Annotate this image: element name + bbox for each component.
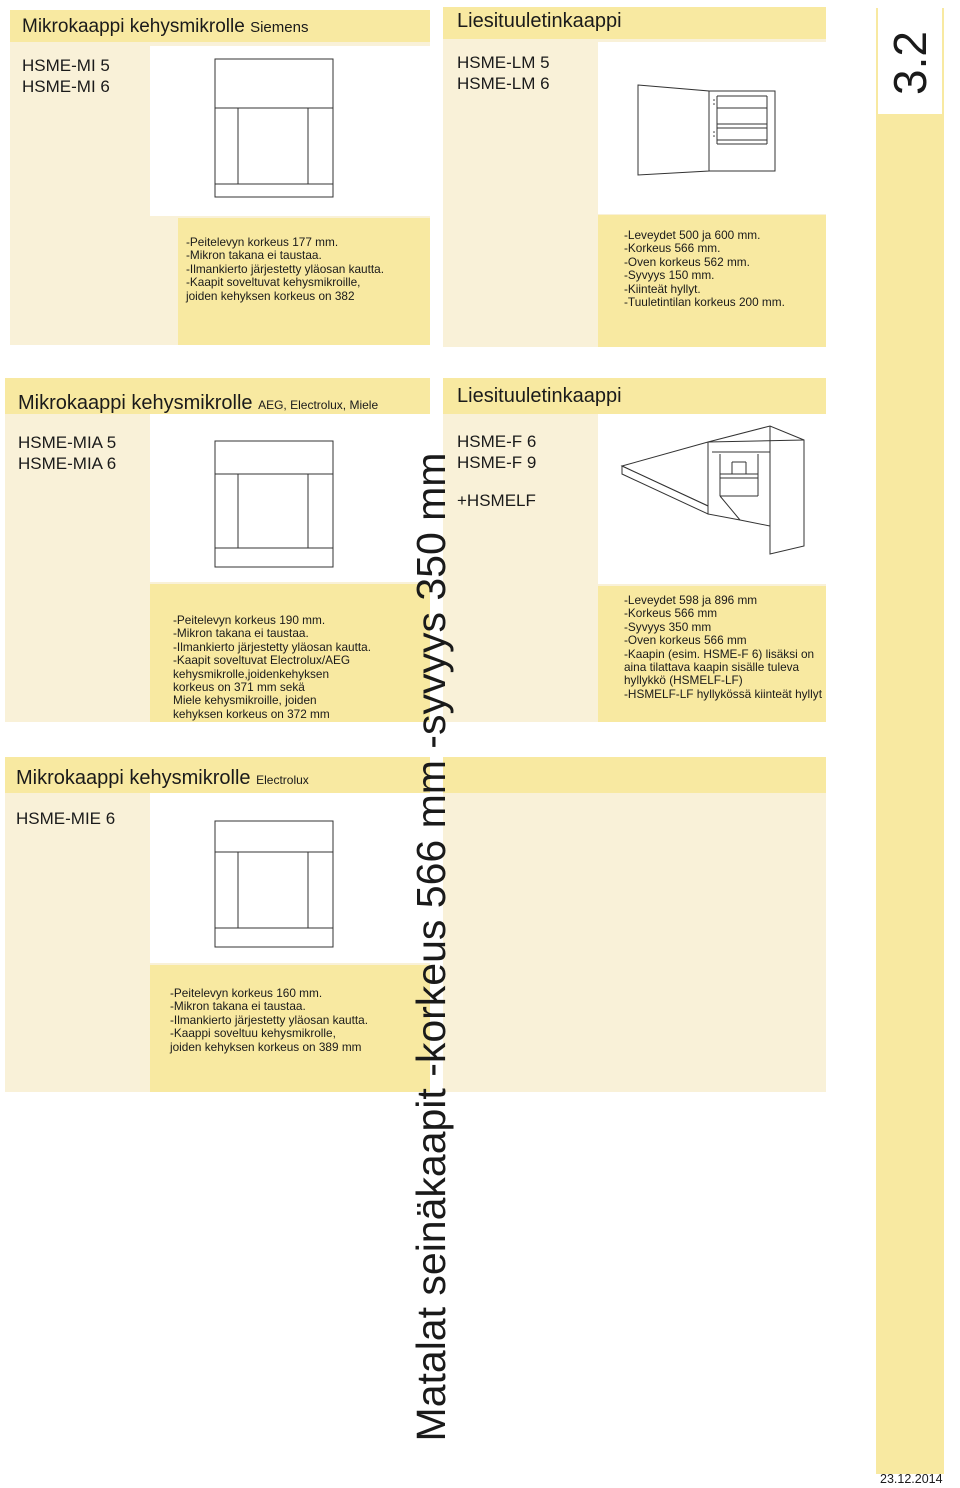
section-number: 3.2	[884, 31, 936, 95]
aeg-codes: HSME-MIA 5 HSME-MIA 6	[18, 433, 117, 473]
liesi-f-cabinet-drawing	[620, 422, 806, 556]
sidebar	[876, 8, 944, 1474]
electrolux-codes: HSME-MIE 6	[16, 809, 116, 828]
electrolux-cabinet-drawing	[214, 820, 334, 948]
liesi-f-title: Liesituuletinkaappi	[457, 385, 622, 407]
sidebar-heading: Matalat seinäkaapit -korkeus 566 mm -syvyys 350 mm	[408, 452, 454, 1442]
aeg-cabinet-drawing	[214, 440, 334, 568]
liesi-lm-title: Liesituuletinkaappi	[457, 10, 622, 32]
electrolux-title: Mikrokaappi kehysmikrolle Electrolux	[16, 767, 309, 789]
siemens-specs: -Peitelevyn korkeus 177 mm. -Mikron takana ei taustaa. -Ilmankierto järjestetty yläosan kautta. -Kaapit soveltuvat kehysmikroille, joiden kehyksen korkeus on 382	[186, 235, 385, 303]
liesi-f-codes: HSME-F 6 HSME-F 9	[457, 432, 537, 472]
liesi-f-specs: -Leveydet 598 ja 896 mm -Korkeus 566 mm -Syvyys 350 mm -Oven korkeus 566 mm -Kaapin (esim. HSME-F 6) lisäksi on aina tilattava kaapin sisälle tuleva hyllykkö (HSMELF-LF) -HSMELF-LF hyllykössä kiinteät hyllyt	[624, 593, 822, 701]
siemens-title: Mikrokaappi kehysmikrolle Siemens	[22, 16, 309, 37]
aeg-title: Mikrokaappi kehysmikrolle AEG, Electrolux, Miele	[18, 392, 379, 414]
empty-panel	[443, 757, 826, 1092]
liesi-lm-codes: HSME-LM 5 HSME-LM 6	[457, 53, 550, 93]
siemens-codes: HSME-MI 5 HSME-MI 6	[22, 56, 110, 96]
liesi-lm-cabinet-drawing	[637, 84, 777, 176]
electrolux-specs: -Peitelevyn korkeus 160 mm. -Mikron takana ei taustaa. -Ilmankierto järjestetty yläosan kautta. -Kaappi soveltuu kehysmikrolle, joiden kehyksen korkeus on 389 mm	[170, 986, 369, 1054]
aeg-specs: -Peitelevyn korkeus 190 mm. -Mikron takana ei taustaa. -Ilmankierto järjestetty yläosan kautta. -Kaapit soveltuvat Electrolux/AEG kehysmikrolle,joidenkehyksen korkeus on 371 mm sekä Miele kehysmikroille, joiden kehyksen korkeus on 372 mm	[173, 613, 372, 721]
footer-date: 23.12.2014	[880, 1472, 943, 1486]
liesi-f-extra: +HSMELF	[457, 491, 536, 510]
liesi-lm-specs: -Leveydet 500 ja 600 mm. -Korkeus 566 mm. -Oven korkeus 562 mm. -Syvyys 150 mm. -Kiinteät hyllyt. -Tuuletintilan korkeus 200 mm.	[624, 228, 785, 310]
siemens-cabinet-drawing	[214, 58, 334, 198]
empty-panel-title-bar	[443, 757, 826, 793]
